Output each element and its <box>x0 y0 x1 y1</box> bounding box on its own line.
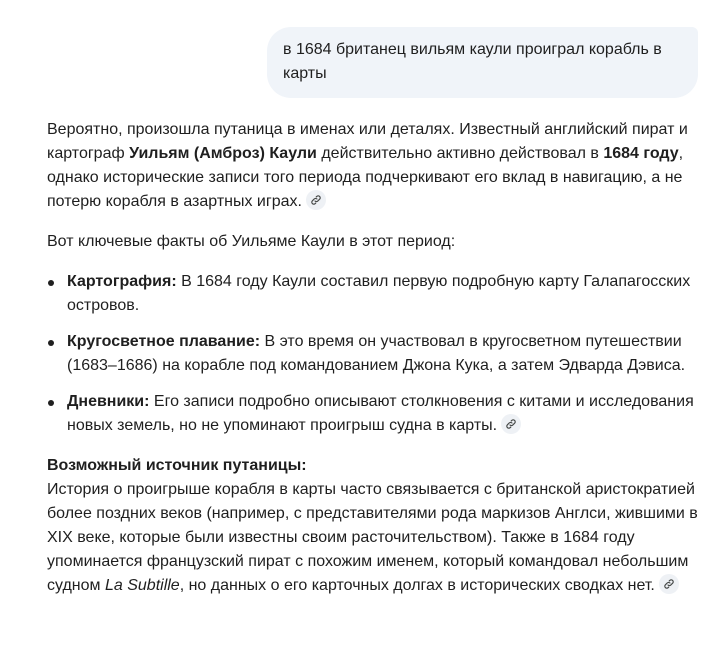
list-item <box>67 390 707 438</box>
source-link-button[interactable] <box>501 414 521 434</box>
confusion-text-1: История о проигрыше корабля в карты часто связывается с британской аристократией более поздних веков (например, с представителями рода маркизов Англси, жившими в XIX веке, которые были известны своим расточительством). Также в 1684 году упоминается французский пират с похожим именем, который командовал небольшим судном <box>47 481 698 594</box>
intro-year: 1684 году <box>603 145 679 162</box>
user-message-text: в 1684 британец вильям каули проиграл корабль в карты <box>283 41 662 82</box>
list-item <box>67 330 707 378</box>
confusion-text-2: , но данных о его карточных долгах в исторических сводках нет. <box>179 577 655 594</box>
confusion-heading <box>47 454 707 478</box>
link-icon <box>505 418 517 430</box>
intro-text-2: действительно активно действовал в <box>316 145 604 162</box>
facts-list <box>47 270 707 438</box>
fact-label: Дневники: <box>67 393 150 410</box>
fact-label: Картография: <box>67 273 177 290</box>
confusion-heading-text: Возможный источник путаницы: <box>47 457 307 474</box>
facts-lead: Вот ключевые факты об Уильяме Каули в этот период: <box>47 233 456 250</box>
fact-label: Кругосветное плавание: <box>67 333 261 350</box>
fact-text: В это время он участвовал в кругосветном путешествии (1683–1686) на корабле под командованием Джона Кука, а затем Эдварда Дэвиса. <box>67 333 686 374</box>
confusion-paragraph <box>47 478 707 598</box>
fact-text: Его записи подробно описывают столкновения с китами и исследования новых земель, но не упоминают проигрыш судна в карты. <box>67 393 694 434</box>
ship-name: La Subtille <box>104 577 180 594</box>
user-message-bubble <box>267 27 698 98</box>
intro-text-1: Вероятно, произошла путаница в именах или деталях. Известный английский пират и картограф <box>47 121 688 162</box>
link-icon <box>310 194 322 206</box>
intro-name: Уильям (Амброз) Каули <box>129 145 317 162</box>
source-link-button[interactable] <box>659 574 679 594</box>
assistant-response <box>47 118 707 598</box>
fact-text: В 1684 году Каули составил первую подробную карту Галапагосских островов. <box>67 273 691 314</box>
link-icon <box>663 578 675 590</box>
intro-text-3: , однако исторические записи того периода подчеркивают его вклад в навигацию, а не потерю корабля в азартных играх. <box>47 145 684 210</box>
intro-paragraph <box>47 118 707 214</box>
source-link-button[interactable] <box>306 190 326 210</box>
list-item <box>67 270 707 318</box>
